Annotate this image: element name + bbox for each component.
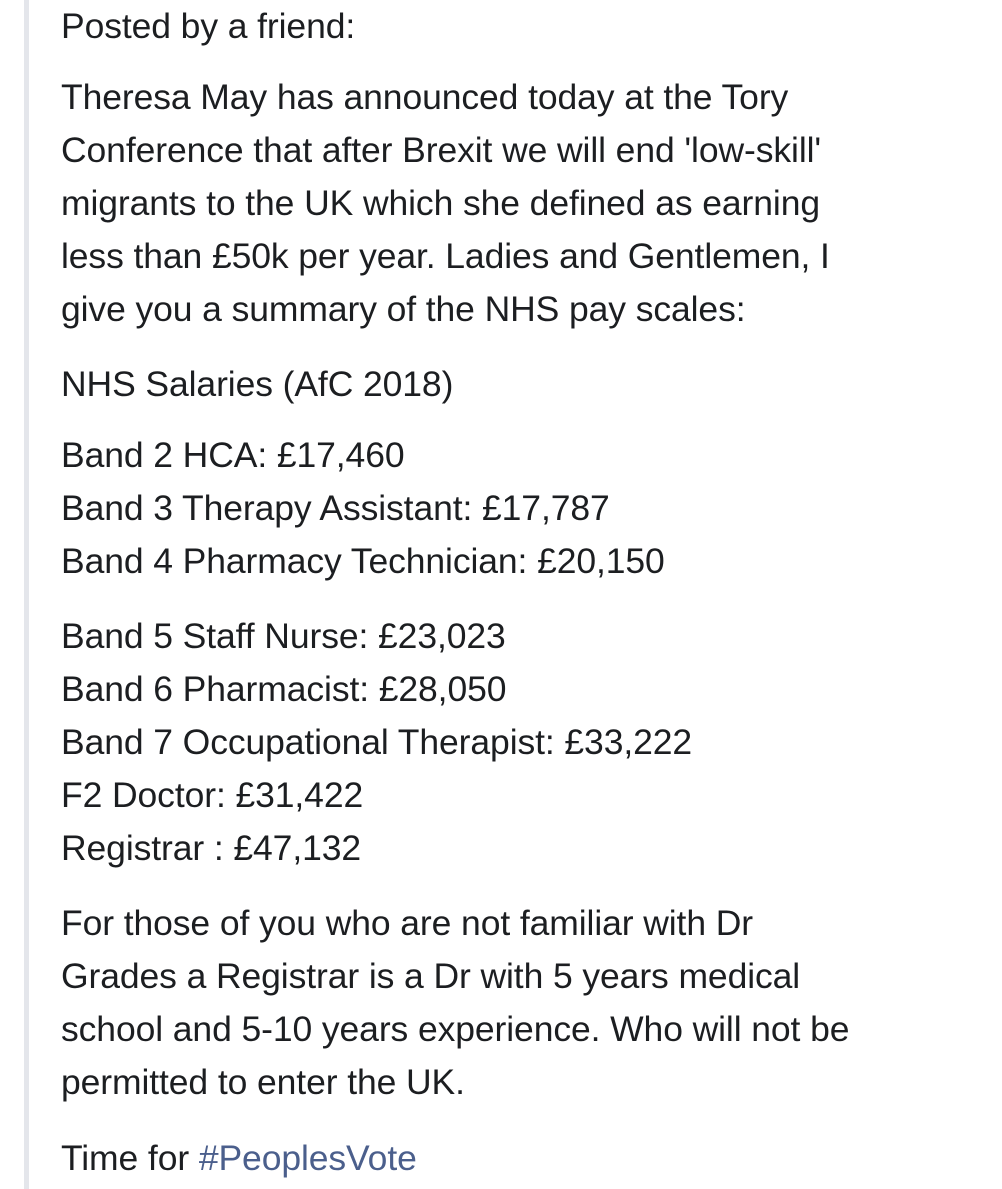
- salary-group-2: [61, 610, 692, 875]
- salary-item: Band 6 Pharmacist: £28,050: [61, 669, 507, 709]
- announcement-line: give you a summary of the NHS pay scales:: [61, 289, 746, 329]
- announcement-paragraph: [61, 71, 830, 336]
- explanation-paragraph: [61, 897, 849, 1109]
- salary-item: Band 5 Staff Nurse: £23,023: [61, 616, 506, 656]
- salary-item: F2 Doctor: £31,422: [61, 775, 364, 815]
- announcement-line: migrants to the UK which she defined as earning: [61, 183, 820, 223]
- explanation-line: For those of you who are not familiar with Dr: [61, 903, 753, 943]
- intro-text: Posted by a friend:: [61, 6, 356, 46]
- closing-line: [61, 1132, 417, 1185]
- salary-item: Registrar : £47,132: [61, 828, 362, 868]
- salary-item: Band 3 Therapy Assistant: £17,787: [61, 488, 610, 528]
- hashtag-link[interactable]: #PeoplesVote: [198, 1138, 417, 1178]
- explanation-line: Grades a Registrar is a Dr with 5 years medical: [61, 956, 801, 996]
- explanation-line: school and 5-10 years experience. Who will not be: [61, 1009, 850, 1049]
- salary-item: Band 2 HCA: £17,460: [61, 435, 405, 475]
- salary-item: Band 7 Occupational Therapist: £33,222: [61, 722, 693, 762]
- announcement-line: less than £50k per year. Ladies and Gentlemen, I: [61, 236, 830, 276]
- salary-item: Band 4 Pharmacy Technician: £20,150: [61, 541, 665, 581]
- announcement-line: Theresa May has announced today at the Tory: [61, 77, 789, 117]
- salaries-heading: NHS Salaries (AfC 2018): [61, 364, 454, 404]
- announcement-line: Conference that after Brexit we will end 'low-skill': [61, 130, 822, 170]
- closing-prefix: Time for: [61, 1138, 199, 1178]
- explanation-line: permitted to enter the UK.: [61, 1062, 465, 1102]
- quote-bar: [24, 0, 29, 1189]
- salary-group-1: [61, 429, 665, 588]
